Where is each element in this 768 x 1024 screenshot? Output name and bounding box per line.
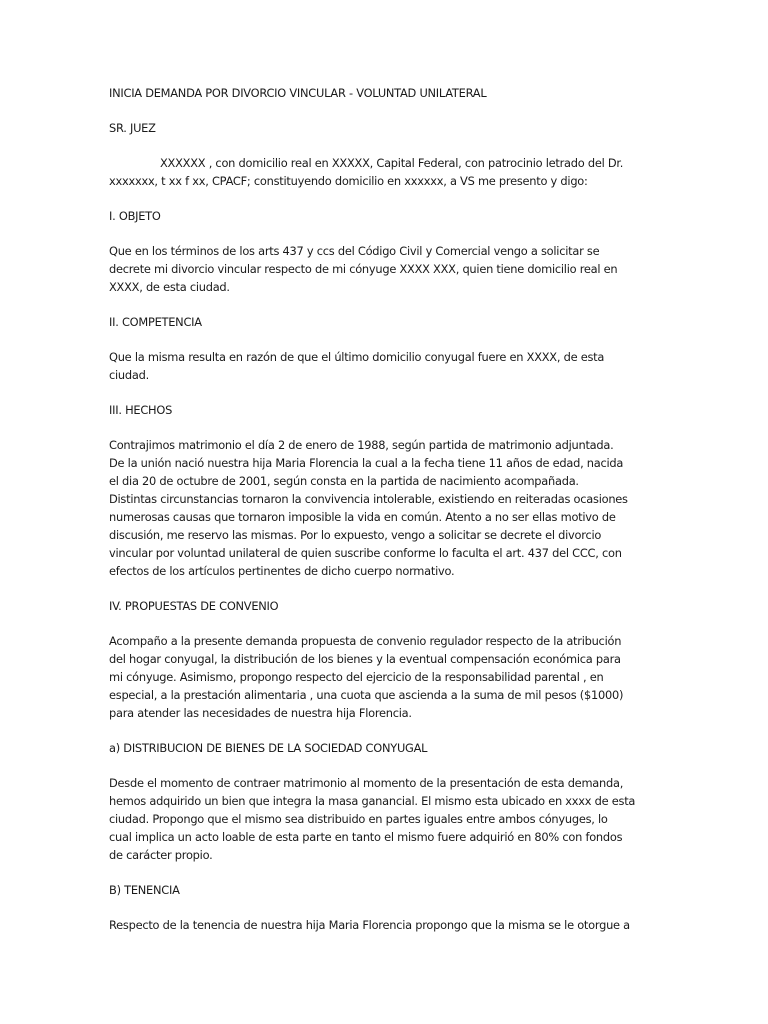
heading-line: II. COMPETENCIA — [109, 315, 202, 329]
text-line: especial, a la prestación alimentaria , una cuota que ascienda a la suma de mil pesos ($1000) — [109, 688, 624, 702]
section-body-objeto — [109, 242, 661, 296]
text-line: De la unión nació nuestra hija Maria Florencia la cual a la fecha tiene 11 años de edad, nacida — [109, 456, 624, 470]
text-line: del hogar conyugal, la distribución de los bienes y la eventual compensación económica para — [109, 652, 621, 666]
text-line: numerosas causas que tornaron imposible la vida en común. Atento a no ser ellas motivo de — [109, 510, 616, 524]
text-line: el dia 20 de octubre de 2001, según consta en la partida de nacimiento acompañada. — [109, 474, 579, 488]
heading-line: IV. PROPUESTAS DE CONVENIO — [109, 599, 279, 613]
text-line: efectos de los artículos pertinentes de dicho cuerpo normativo. — [109, 564, 455, 578]
text-line: para atender las necesidades de nuestra hija Florencia. — [109, 706, 412, 720]
document-page — [109, 84, 661, 951]
section-heading-distribucion — [109, 739, 661, 757]
section-heading-propuestas — [109, 597, 661, 615]
section-body-hechos — [109, 436, 661, 580]
text-line: ciudad. Propongo que el mismo sea distribuido en partes iguales entre ambos cónyuges, lo — [109, 812, 608, 826]
addressee — [109, 119, 661, 137]
heading-line: B) TENENCIA — [109, 883, 180, 897]
section-body-competencia — [109, 348, 661, 384]
text-line: Respecto de la tenencia de nuestra hija Maria Florencia propongo que la misma se le otorgue a — [109, 918, 630, 932]
section-heading-tenencia — [109, 881, 661, 899]
intro-paragraph — [109, 154, 661, 190]
text-line: hemos adquirido un bien que integra la masa ganancial. El mismo esta ubicado en xxxx de esta — [109, 794, 636, 808]
heading-line: a) DISTRIBUCION DE BIENES DE LA SOCIEDAD CONYUGAL — [109, 741, 428, 755]
document-title — [109, 84, 661, 102]
text-line: XXXX, de esta ciudad. — [109, 280, 230, 294]
text-line: decrete mi divorcio vincular respecto de mi cónyuge XXXX XXX, quien tiene domicilio real en — [109, 262, 618, 276]
text-line: ciudad. — [109, 368, 149, 382]
section-heading-objeto — [109, 207, 661, 225]
section-heading-competencia — [109, 313, 661, 331]
text-line: de carácter propio. — [109, 848, 213, 862]
text-line: mi cónyuge. Asimismo, propongo respecto del ejercicio de la responsabilidad parental , en — [109, 670, 604, 684]
text-line: Que la misma resulta en razón de que el último domicilio conyugal fuere en XXXX, de esta — [109, 350, 605, 364]
text-line: Desde el momento de contraer matrimonio al momento de la presentación de esta demanda, — [109, 776, 624, 790]
text-line: Que en los términos de los arts 437 y ccs del Código Civil y Comercial vengo a solicitar se — [109, 244, 600, 258]
text-line: Distintas circunstancias tornaron la convivencia intolerable, existiendo en reiteradas ocasiones — [109, 492, 628, 506]
text-line: vincular por voluntad unilateral de quien suscribe conforme lo faculta el art. 437 del CCC, con — [109, 546, 622, 560]
title-line: INICIA DEMANDA POR DIVORCIO VINCULAR - VOLUNTAD UNILATERAL — [109, 86, 487, 100]
section-body-distribucion — [109, 774, 661, 864]
text-line: discusión, me reservo las mismas. Por lo expuesto, vengo a solicitar se decrete el divorcio — [109, 528, 602, 542]
text-line: Acompaño a la presente demanda propuesta de convenio regulador respecto de la atribución — [109, 634, 622, 648]
section-body-tenencia — [109, 916, 661, 934]
text-line: Contrajimos matrimonio el día 2 de enero de 1988, según partida de matrimonio adjuntada. — [109, 438, 614, 452]
addressee-line: SR. JUEZ — [109, 121, 156, 135]
text-line: XXXXXX , con domicilio real en XXXXX, Capital Federal, con patrocinio letrado del Dr. — [160, 156, 624, 170]
text-line: xxxxxxx, t xx f xx, CPACF; constituyendo domicilio en xxxxxx, a VS me presento y digo: — [109, 174, 588, 188]
section-heading-hechos — [109, 401, 661, 419]
heading-line: I. OBJETO — [109, 209, 161, 223]
section-body-propuestas — [109, 632, 661, 722]
heading-line: III. HECHOS — [109, 403, 173, 417]
text-line: cual implica un acto loable de esta parte en tanto el mismo fuere adquirió en 80% con fondos — [109, 830, 623, 844]
